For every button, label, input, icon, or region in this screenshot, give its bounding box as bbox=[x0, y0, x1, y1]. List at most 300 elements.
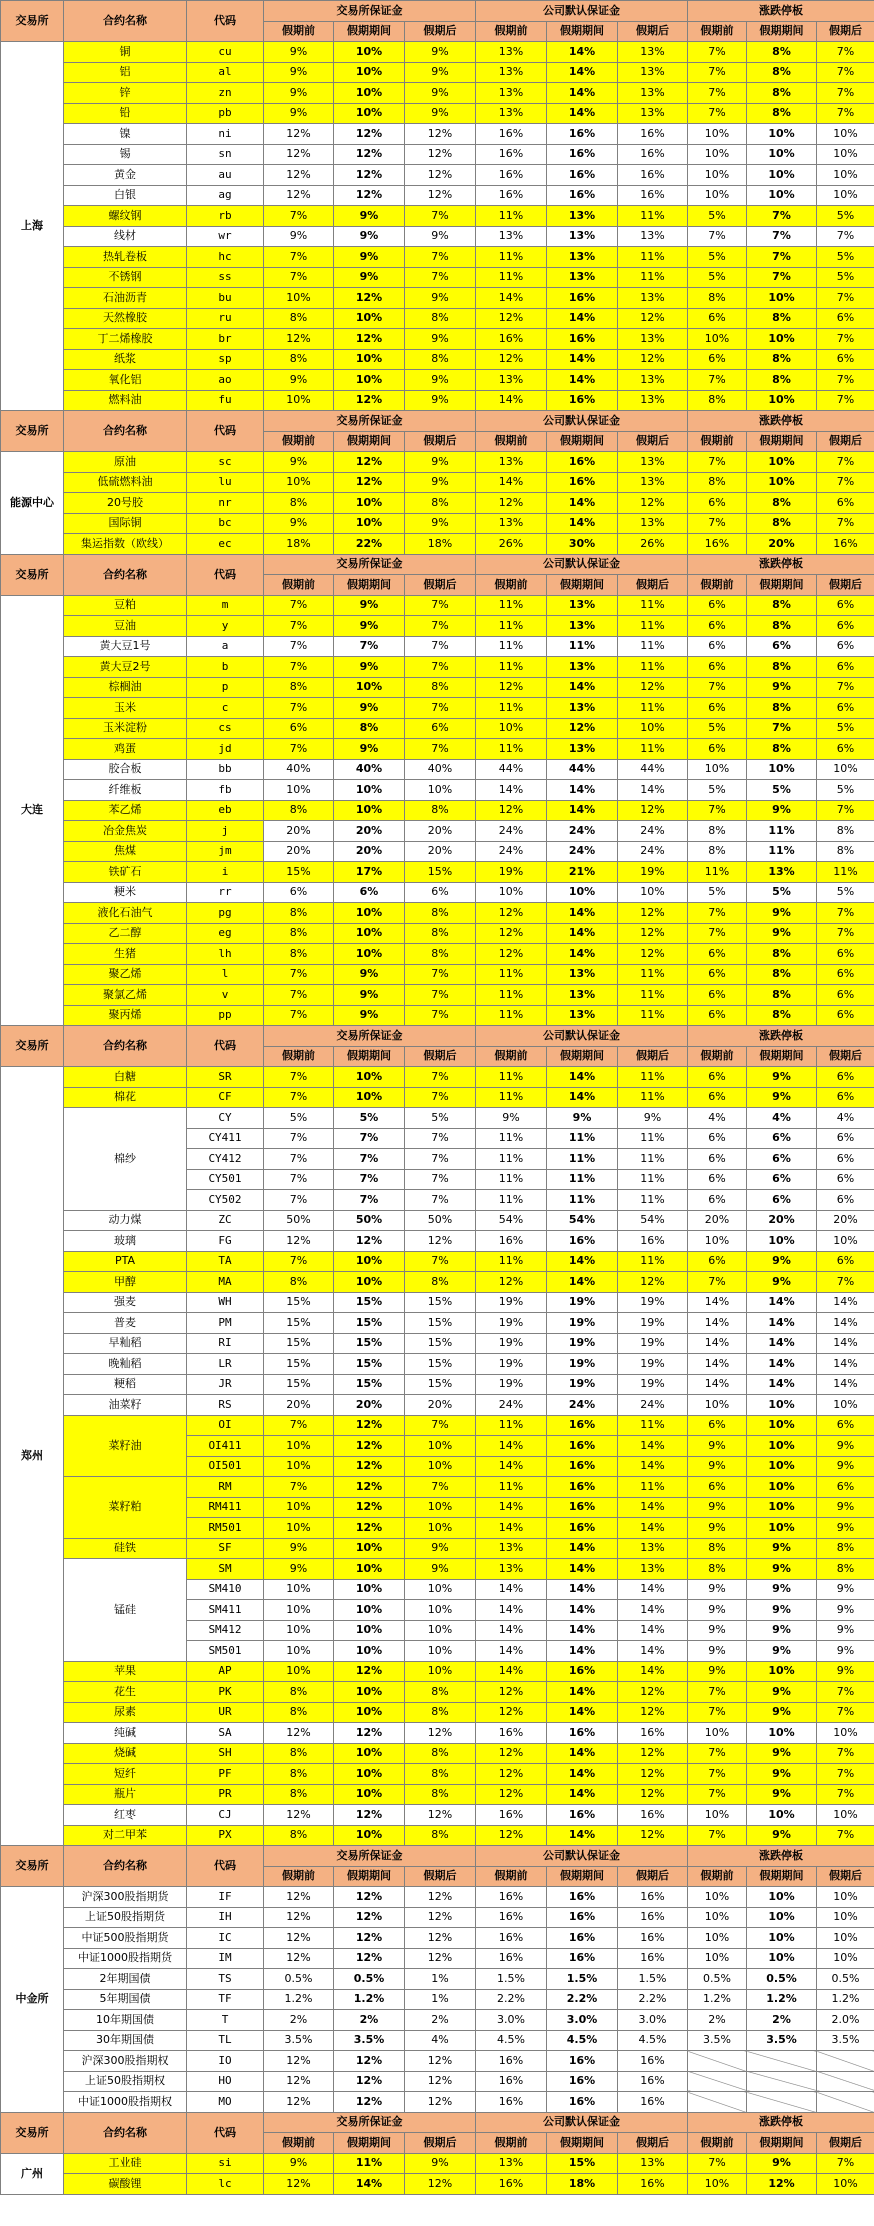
na-cell bbox=[688, 2071, 747, 2092]
value-cell: 9% bbox=[747, 677, 817, 698]
value-cell: 7% bbox=[405, 657, 476, 678]
value-cell: 7% bbox=[264, 206, 334, 227]
table-row bbox=[1, 1272, 874, 1293]
value-cell: 14% bbox=[747, 1354, 817, 1375]
value-cell: 13% bbox=[547, 226, 618, 247]
contract-name: 碳酸锂 bbox=[64, 2174, 187, 2195]
na-cell bbox=[747, 2051, 817, 2072]
value-cell: 54% bbox=[618, 1210, 688, 1231]
value-cell: 9% bbox=[405, 83, 476, 104]
value-cell: 6% bbox=[264, 718, 334, 739]
value-cell: 1.2% bbox=[688, 1989, 747, 2010]
contract-name: 硅铁 bbox=[64, 1538, 187, 1559]
na-cell bbox=[817, 2092, 874, 2113]
value-cell: 7% bbox=[817, 1272, 874, 1293]
value-cell: 15% bbox=[264, 1333, 334, 1354]
value-cell: 17% bbox=[334, 862, 405, 883]
value-cell: 8% bbox=[747, 944, 817, 965]
value-cell: 7% bbox=[817, 103, 874, 124]
value-cell: 10% bbox=[405, 1600, 476, 1621]
contract-code: l bbox=[187, 964, 264, 985]
value-cell: 10% bbox=[747, 165, 817, 186]
value-cell: 10% bbox=[264, 1497, 334, 1518]
value-cell: 8% bbox=[747, 308, 817, 329]
value-cell: 19% bbox=[476, 1313, 547, 1334]
value-cell: 10% bbox=[334, 1251, 405, 1272]
contract-code: OI bbox=[187, 1415, 264, 1436]
header-after: 假期后 bbox=[405, 2133, 476, 2154]
value-cell: 10% bbox=[334, 903, 405, 924]
value-cell: 9% bbox=[334, 595, 405, 616]
value-cell: 8% bbox=[405, 1743, 476, 1764]
value-cell: 7% bbox=[688, 226, 747, 247]
value-cell: 12% bbox=[618, 1825, 688, 1846]
value-cell: 2.2% bbox=[547, 1989, 618, 2010]
value-cell: 14% bbox=[747, 1333, 817, 1354]
value-cell: 14% bbox=[476, 472, 547, 493]
value-cell: 14% bbox=[547, 677, 618, 698]
value-cell: 12% bbox=[334, 390, 405, 411]
value-cell: 1.2% bbox=[264, 1989, 334, 2010]
value-cell: 44% bbox=[476, 759, 547, 780]
contract-name: 10年期国债 bbox=[64, 2010, 187, 2031]
value-cell: 10% bbox=[264, 472, 334, 493]
value-cell: 14% bbox=[476, 1518, 547, 1539]
contract-name: PTA bbox=[64, 1251, 187, 1272]
value-cell: 6% bbox=[817, 616, 874, 637]
value-cell: 19% bbox=[476, 1354, 547, 1375]
contract-code: WH bbox=[187, 1292, 264, 1313]
value-cell: 10% bbox=[476, 718, 547, 739]
value-cell: 15% bbox=[405, 1292, 476, 1313]
value-cell: 10% bbox=[334, 1538, 405, 1559]
value-cell: 8% bbox=[264, 1682, 334, 1703]
contract-code: TA bbox=[187, 1251, 264, 1272]
value-cell: 9% bbox=[747, 1702, 817, 1723]
value-cell: 7% bbox=[405, 595, 476, 616]
value-cell: 8% bbox=[405, 1825, 476, 1846]
value-cell: 4.5% bbox=[618, 2030, 688, 2051]
value-cell: 7% bbox=[405, 1087, 476, 1108]
value-cell: 5% bbox=[817, 718, 874, 739]
value-cell: 9% bbox=[334, 964, 405, 985]
value-cell: 11% bbox=[476, 1128, 547, 1149]
value-cell: 9% bbox=[476, 1108, 547, 1129]
value-cell: 6% bbox=[405, 882, 476, 903]
value-cell: 6% bbox=[688, 493, 747, 514]
value-cell: 8% bbox=[264, 308, 334, 329]
value-cell: 11% bbox=[817, 862, 874, 883]
contract-name: 铅 bbox=[64, 103, 187, 124]
value-cell: 26% bbox=[618, 534, 688, 555]
table-row bbox=[1, 739, 874, 760]
table-row bbox=[1, 1108, 874, 1129]
value-cell: 19% bbox=[476, 1333, 547, 1354]
value-cell: 11% bbox=[476, 1169, 547, 1190]
value-cell: 50% bbox=[405, 1210, 476, 1231]
value-cell: 14% bbox=[618, 1641, 688, 1662]
header-after: 假期后 bbox=[405, 1046, 476, 1067]
contract-code: RS bbox=[187, 1395, 264, 1416]
value-cell: 11% bbox=[618, 616, 688, 637]
contract-code: ao bbox=[187, 370, 264, 391]
contract-code: br bbox=[187, 329, 264, 350]
header-exchange: 交易所 bbox=[1, 1026, 64, 1067]
value-cell: 5% bbox=[817, 247, 874, 268]
value-cell: 10% bbox=[747, 185, 817, 206]
contract-code: PK bbox=[187, 1682, 264, 1703]
value-cell: 8% bbox=[688, 390, 747, 411]
header-company-margin: 公司默认保证金 bbox=[476, 411, 688, 432]
value-cell: 10% bbox=[688, 329, 747, 350]
value-cell: 14% bbox=[547, 944, 618, 965]
contract-code: eg bbox=[187, 923, 264, 944]
value-cell: 24% bbox=[476, 841, 547, 862]
value-cell: 16% bbox=[476, 2174, 547, 2195]
value-cell: 19% bbox=[618, 1333, 688, 1354]
value-cell: 12% bbox=[264, 2092, 334, 2113]
value-cell: 12% bbox=[476, 1272, 547, 1293]
contract-code: ag bbox=[187, 185, 264, 206]
value-cell: 10% bbox=[334, 1825, 405, 1846]
value-cell: 9% bbox=[747, 2153, 817, 2174]
value-cell: 11% bbox=[547, 636, 618, 657]
value-cell: 12% bbox=[264, 1948, 334, 1969]
value-cell: 7% bbox=[334, 1149, 405, 1170]
value-cell: 16% bbox=[618, 1887, 688, 1908]
contract-name: 甲醇 bbox=[64, 1272, 187, 1293]
value-cell: 16% bbox=[618, 124, 688, 145]
value-cell: 12% bbox=[264, 2174, 334, 2195]
contract-name: 黄金 bbox=[64, 165, 187, 186]
table-row bbox=[1, 964, 874, 985]
header-exchange: 交易所 bbox=[1, 411, 64, 452]
value-cell: 7% bbox=[405, 1190, 476, 1211]
contract-code: CY412 bbox=[187, 1149, 264, 1170]
value-cell: 7% bbox=[688, 800, 747, 821]
value-cell: 10% bbox=[264, 1620, 334, 1641]
value-cell: 10% bbox=[264, 1579, 334, 1600]
table-row bbox=[1, 1005, 874, 1026]
value-cell: 1% bbox=[405, 1969, 476, 1990]
value-cell: 11% bbox=[618, 206, 688, 227]
value-cell: 12% bbox=[264, 1887, 334, 1908]
value-cell: 16% bbox=[547, 1723, 618, 1744]
value-cell: 7% bbox=[817, 1702, 874, 1723]
value-cell: 12% bbox=[618, 1702, 688, 1723]
value-cell: 4% bbox=[688, 1108, 747, 1129]
value-cell: 11% bbox=[476, 1067, 547, 1088]
contract-code: IH bbox=[187, 1907, 264, 1928]
value-cell: 8% bbox=[817, 1538, 874, 1559]
value-cell: 11% bbox=[476, 267, 547, 288]
value-cell: 12% bbox=[476, 800, 547, 821]
value-cell: 10% bbox=[817, 759, 874, 780]
value-cell: 6% bbox=[688, 739, 747, 760]
header-before: 假期前 bbox=[264, 2133, 334, 2154]
value-cell: 7% bbox=[264, 267, 334, 288]
value-cell: 7% bbox=[405, 1005, 476, 1026]
value-cell: 11% bbox=[618, 1067, 688, 1088]
header-after: 假期后 bbox=[618, 2133, 688, 2154]
contract-code: SH bbox=[187, 1743, 264, 1764]
value-cell: 16% bbox=[547, 452, 618, 473]
value-cell: 9% bbox=[264, 83, 334, 104]
value-cell: 11% bbox=[476, 616, 547, 637]
value-cell: 8% bbox=[747, 513, 817, 534]
value-cell: 7% bbox=[264, 1169, 334, 1190]
value-cell: 10% bbox=[264, 288, 334, 309]
value-cell: 7% bbox=[405, 1128, 476, 1149]
value-cell: 7% bbox=[817, 513, 874, 534]
contract-name: 油菜籽 bbox=[64, 1395, 187, 1416]
value-cell: 7% bbox=[334, 1128, 405, 1149]
contract-name: 石油沥青 bbox=[64, 288, 187, 309]
contract-name: 纯碱 bbox=[64, 1723, 187, 1744]
value-cell: 8% bbox=[747, 1005, 817, 1026]
value-cell: 26% bbox=[476, 534, 547, 555]
value-cell: 15% bbox=[334, 1292, 405, 1313]
value-cell: 5% bbox=[817, 206, 874, 227]
value-cell: 9% bbox=[817, 1620, 874, 1641]
value-cell: 8% bbox=[747, 739, 817, 760]
value-cell: 14% bbox=[547, 1251, 618, 1272]
table-row bbox=[1, 2071, 874, 2092]
table-row bbox=[1, 1805, 874, 1826]
contract-code: si bbox=[187, 2153, 264, 2174]
table-row bbox=[1, 1928, 874, 1949]
value-cell: 1.5% bbox=[618, 1969, 688, 1990]
header-code: 代码 bbox=[187, 2112, 264, 2153]
exchange-cell: 上海 bbox=[1, 42, 64, 411]
contract-name: 乙二醇 bbox=[64, 923, 187, 944]
value-cell: 16% bbox=[547, 1231, 618, 1252]
value-cell: 10% bbox=[817, 1231, 874, 1252]
value-cell: 6% bbox=[817, 308, 874, 329]
value-cell: 15% bbox=[264, 1374, 334, 1395]
header-contract-name: 合约名称 bbox=[64, 1846, 187, 1887]
contract-name: 国际铜 bbox=[64, 513, 187, 534]
value-cell: 10% bbox=[264, 1436, 334, 1457]
value-cell: 10% bbox=[817, 1948, 874, 1969]
value-cell: 12% bbox=[334, 1497, 405, 1518]
value-cell: 12% bbox=[334, 2092, 405, 2113]
contract-name: 氧化铝 bbox=[64, 370, 187, 391]
table-row bbox=[1, 247, 874, 268]
value-cell: 10% bbox=[688, 2174, 747, 2195]
header-during: 假期期间 bbox=[334, 575, 405, 596]
value-cell: 12% bbox=[476, 677, 547, 698]
value-cell: 18% bbox=[547, 2174, 618, 2195]
na-cell bbox=[817, 2071, 874, 2092]
value-cell: 20% bbox=[405, 1395, 476, 1416]
value-cell: 8% bbox=[264, 1784, 334, 1805]
contract-name: 花生 bbox=[64, 1682, 187, 1703]
contract-name: 锰硅 bbox=[64, 1559, 187, 1662]
value-cell: 11% bbox=[476, 739, 547, 760]
table-row bbox=[1, 2174, 874, 2195]
value-cell: 6% bbox=[817, 657, 874, 678]
header-company-margin: 公司默认保证金 bbox=[476, 1846, 688, 1867]
value-cell: 16% bbox=[476, 1907, 547, 1928]
header-during: 假期期间 bbox=[547, 1866, 618, 1887]
value-cell: 6% bbox=[688, 1169, 747, 1190]
value-cell: 11% bbox=[476, 1190, 547, 1211]
value-cell: 11% bbox=[476, 1149, 547, 1170]
contract-code: lc bbox=[187, 2174, 264, 2195]
value-cell: 9% bbox=[334, 247, 405, 268]
value-cell: 6% bbox=[688, 636, 747, 657]
value-cell: 8% bbox=[405, 1682, 476, 1703]
contract-code: c bbox=[187, 698, 264, 719]
value-cell: 6% bbox=[688, 1190, 747, 1211]
value-cell: 18% bbox=[264, 534, 334, 555]
contract-code: rb bbox=[187, 206, 264, 227]
value-cell: 16% bbox=[476, 1723, 547, 1744]
value-cell: 12% bbox=[476, 903, 547, 924]
header-during: 假期期间 bbox=[747, 2133, 817, 2154]
value-cell: 10% bbox=[817, 1887, 874, 1908]
value-cell: 8% bbox=[405, 677, 476, 698]
contract-code: TF bbox=[187, 1989, 264, 2010]
value-cell: 8% bbox=[264, 677, 334, 698]
value-cell: 11% bbox=[618, 267, 688, 288]
value-cell: 9% bbox=[817, 1661, 874, 1682]
table-row bbox=[1, 308, 874, 329]
value-cell: 10% bbox=[747, 144, 817, 165]
value-cell: 11% bbox=[618, 1251, 688, 1272]
contract-name: 玉米淀粉 bbox=[64, 718, 187, 739]
value-cell: 10% bbox=[405, 1497, 476, 1518]
value-cell: 14% bbox=[688, 1333, 747, 1354]
value-cell: 2.0% bbox=[817, 2010, 874, 2031]
table-row bbox=[1, 226, 874, 247]
value-cell: 16% bbox=[476, 1948, 547, 1969]
value-cell: 8% bbox=[688, 472, 747, 493]
value-cell: 7% bbox=[817, 226, 874, 247]
value-cell: 5% bbox=[688, 206, 747, 227]
value-cell: 16% bbox=[476, 329, 547, 350]
contract-name: 黄大豆2号 bbox=[64, 657, 187, 678]
value-cell: 9% bbox=[688, 1456, 747, 1477]
value-cell: 14% bbox=[747, 1313, 817, 1334]
value-cell: 8% bbox=[405, 923, 476, 944]
value-cell: 12% bbox=[264, 1928, 334, 1949]
value-cell: 14% bbox=[618, 1600, 688, 1621]
table-row bbox=[1, 1907, 874, 1928]
contract-code: UR bbox=[187, 1702, 264, 1723]
header-price-limit: 涨跌停板 bbox=[688, 2112, 874, 2133]
value-cell: 6% bbox=[817, 636, 874, 657]
header-during: 假期期间 bbox=[334, 431, 405, 452]
value-cell: 9% bbox=[747, 1743, 817, 1764]
contract-code: SM411 bbox=[187, 1600, 264, 1621]
value-cell: 13% bbox=[476, 1559, 547, 1580]
header-during: 假期期间 bbox=[747, 431, 817, 452]
table-row bbox=[1, 472, 874, 493]
value-cell: 12% bbox=[334, 1661, 405, 1682]
contract-code: CJ bbox=[187, 1805, 264, 1826]
value-cell: 10% bbox=[334, 923, 405, 944]
value-cell: 13% bbox=[547, 206, 618, 227]
value-cell: 9% bbox=[747, 1825, 817, 1846]
contract-name: 天然橡胶 bbox=[64, 308, 187, 329]
value-cell: 7% bbox=[688, 452, 747, 473]
section-header-row bbox=[1, 1, 874, 22]
value-cell: 10% bbox=[264, 780, 334, 801]
header-before: 假期前 bbox=[264, 431, 334, 452]
value-cell: 11% bbox=[547, 1128, 618, 1149]
value-cell: 14% bbox=[547, 308, 618, 329]
value-cell: 10% bbox=[334, 1743, 405, 1764]
value-cell: 14% bbox=[747, 1292, 817, 1313]
value-cell: 8% bbox=[405, 349, 476, 370]
contract-name: 苯乙烯 bbox=[64, 800, 187, 821]
value-cell: 13% bbox=[618, 2153, 688, 2174]
value-cell: 13% bbox=[547, 698, 618, 719]
value-cell: 13% bbox=[547, 595, 618, 616]
value-cell: 13% bbox=[547, 1005, 618, 1026]
value-cell: 12% bbox=[405, 1907, 476, 1928]
value-cell: 7% bbox=[264, 595, 334, 616]
contract-code: PX bbox=[187, 1825, 264, 1846]
value-cell: 8% bbox=[264, 944, 334, 965]
contract-name: 粳米 bbox=[64, 882, 187, 903]
contract-code: cu bbox=[187, 42, 264, 63]
header-company-margin: 公司默认保证金 bbox=[476, 1, 688, 22]
value-cell: 20% bbox=[334, 821, 405, 842]
value-cell: 14% bbox=[547, 1087, 618, 1108]
value-cell: 11% bbox=[476, 1415, 547, 1436]
value-cell: 11% bbox=[618, 1087, 688, 1108]
value-cell: 20% bbox=[334, 841, 405, 862]
value-cell: 14% bbox=[476, 1579, 547, 1600]
value-cell: 14% bbox=[547, 923, 618, 944]
value-cell: 20% bbox=[747, 1210, 817, 1231]
header-price-limit: 涨跌停板 bbox=[688, 1846, 874, 1867]
contract-name: 聚氯乙烯 bbox=[64, 985, 187, 1006]
value-cell: 12% bbox=[334, 452, 405, 473]
value-cell: 10% bbox=[747, 1723, 817, 1744]
value-cell: 9% bbox=[264, 226, 334, 247]
contract-name: 菜籽油 bbox=[64, 1415, 187, 1477]
value-cell: 4.5% bbox=[547, 2030, 618, 2051]
value-cell: 12% bbox=[618, 349, 688, 370]
header-exchange-margin: 交易所保证金 bbox=[264, 554, 476, 575]
value-cell: 9% bbox=[747, 1272, 817, 1293]
value-cell: 10% bbox=[747, 1661, 817, 1682]
value-cell: 20% bbox=[334, 1395, 405, 1416]
value-cell: 8% bbox=[747, 103, 817, 124]
value-cell: 13% bbox=[547, 739, 618, 760]
value-cell: 8% bbox=[817, 841, 874, 862]
value-cell: 12% bbox=[334, 1456, 405, 1477]
header-during: 假期期间 bbox=[747, 1866, 817, 1887]
value-cell: 10% bbox=[334, 308, 405, 329]
header-code: 代码 bbox=[187, 1846, 264, 1887]
contract-code: SM bbox=[187, 1559, 264, 1580]
value-cell: 9% bbox=[405, 452, 476, 473]
value-cell: 10% bbox=[817, 1928, 874, 1949]
value-cell: 16% bbox=[547, 1887, 618, 1908]
value-cell: 11% bbox=[618, 1190, 688, 1211]
header-after: 假期后 bbox=[817, 2133, 874, 2154]
value-cell: 16% bbox=[618, 185, 688, 206]
value-cell: 12% bbox=[264, 2051, 334, 2072]
header-after: 假期后 bbox=[817, 21, 874, 42]
value-cell: 10% bbox=[264, 390, 334, 411]
value-cell: 12% bbox=[405, 1805, 476, 1826]
